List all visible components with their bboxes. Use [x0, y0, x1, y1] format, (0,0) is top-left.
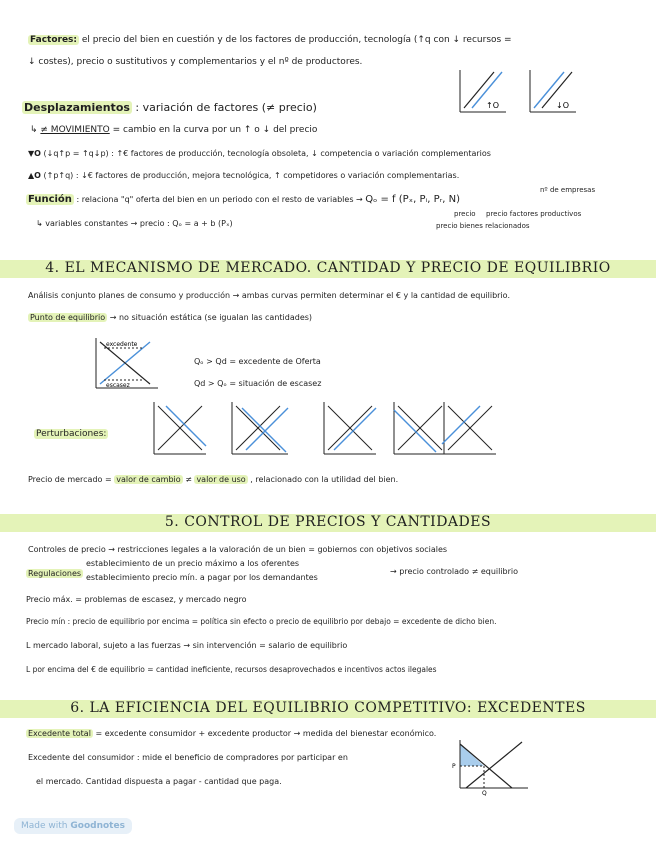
excedente-total-label: Excedente total: [28, 729, 91, 738]
perturbation-graph-1: [154, 402, 206, 454]
supply-increase-graph: [460, 70, 506, 112]
supply-shift-graphs: [456, 68, 586, 116]
exceso-demanda: Qd > Qₒ = situación de escasez: [194, 379, 322, 388]
factores-line: [28, 34, 512, 46]
punto-text: → no situación estática (se igualan las cantidades): [109, 313, 313, 322]
exceso-oferta: Qₒ > Qd = excedente de Oferta: [194, 357, 321, 366]
valor-uso: valor de uso: [196, 475, 246, 484]
funcion-note-relacionados: precio bienes relacionados: [436, 222, 530, 230]
punto-label: Punto de equilibrio: [30, 313, 106, 322]
equilibrium-graph: [92, 336, 162, 392]
perturbation-graph-3: [324, 402, 376, 454]
funcion-formula: Qₒ = f (Pₓ, Pᵢ, Pᵣ, N): [365, 194, 460, 205]
factores-line-2: ↓ costes), precio o sustitutivos y complementarios y el nº de productores.: [28, 57, 363, 67]
funcion-label: Función: [28, 194, 72, 205]
up-label: ▲O: [28, 171, 41, 180]
movimiento-label: ≠ MOVIMIENTO: [40, 125, 110, 135]
desplazamientos-line: [22, 102, 317, 114]
supply-down-line: [28, 148, 491, 160]
graph-down-label: ↓O: [556, 101, 569, 110]
down-text: (↓q↑p = ↑q↓p) : ↑€ factores de producción, tecnología obsoleta, ↓ competencia o variación complementarios: [43, 149, 491, 158]
supply-decrease-graph: [530, 70, 576, 112]
surplus-graph: [452, 738, 532, 796]
graph-escasez-label: escasez: [106, 382, 130, 389]
movimiento-text: = cambio en la curva por un ↑ o ↓ del precio: [112, 125, 318, 135]
analisis-line: Análisis conjunto planes de consumo y producción → ambas curvas permiten determinar el € y la cantidad de equilibrio.: [28, 291, 510, 300]
supply-up-line: [28, 170, 459, 182]
desplazamientos-text: : variación de factores (≠ precio): [135, 101, 317, 114]
mercado-laboral-line: L mercado laboral, sujeto a las fuerzas → sin intervención = salario de equilibrio: [26, 641, 348, 650]
perturbation-graph-5: [442, 402, 496, 454]
funcion-note-empresas: nº de empresas: [540, 186, 596, 194]
factores-label: Factores:: [30, 35, 78, 45]
perturbation-graphs: [150, 400, 500, 458]
movimiento-line: ↳ ≠ MOVIMIENTO = cambio en la curva por un ↑ o ↓ del precio: [30, 125, 318, 135]
section4-heading: 4. EL MECANISMO DE MERCADO. CANTIDAD Y PRECIO DE EQUILIBRIO: [45, 260, 611, 276]
funcion-text: : relaciona "q" oferta del bien en un periodo con el resto de variables →: [76, 195, 363, 204]
excedente-consumidor-line: Excedente del consumidor : mide el beneficio de compradores por participar en: [28, 753, 348, 762]
goodnotes-badge[interactable]: Made with Goodnotes: [14, 818, 132, 834]
perturbation-graph-2: [232, 402, 288, 454]
controles-line: Controles de precio → restricciones legales a la valoración de un bien = gobiernos con objetivos sociales: [28, 545, 448, 554]
por-encima-line: L por encima del € de equilibrio = cantidad ineficiente, recursos desaprovechados e incentivos actos ilegales: [26, 665, 437, 674]
regulacion-result: → precio controlado ≠ equilibrio: [390, 567, 519, 576]
excedente-cons-label: Excedente del consumidor: [28, 753, 135, 762]
funcion-note-precio: precio: [454, 210, 476, 218]
down-label: ▼O: [28, 149, 41, 158]
surplus-graph-p: P: [452, 763, 456, 770]
up-text: (↑p↑q) : ↓€ factores de producción, mejora tecnológica, ↑ competidores o variación complementarias.: [43, 171, 460, 180]
excedente-consumidor-line-2: el mercado. Cantidad dispuesta a pagar - cantidad que paga.: [36, 777, 282, 786]
perturbaciones-label: Perturbaciones:: [36, 429, 107, 439]
regulacion-1: establecimiento de un precio máximo a los oferentes: [86, 559, 300, 568]
graph-up-label: ↑O: [486, 101, 499, 110]
section5-heading: 5. CONTROL DE PRECIOS Y CANTIDADES: [164, 514, 492, 530]
valor-cambio: valor de cambio: [116, 475, 181, 484]
regulacion-2: establecimiento precio mín. a pagar por los demandantes: [86, 573, 318, 582]
precio-mercado-line: Precio de mercado = valor de cambio ≠ valor de uso , relacionado con la utilidad del bien.: [28, 475, 399, 484]
funcion-line: [26, 194, 460, 206]
perturbation-graph-4: [394, 402, 446, 454]
punto-line: [28, 312, 312, 324]
surplus-graph-q: Q: [482, 790, 487, 796]
graph-excedente-label: excedente: [106, 341, 138, 348]
funcion-note-factores: precio factores productivos: [486, 210, 582, 218]
factores-text: el precio del bien en cuestión y de los factores de producción, tecnología (↑q con ↓ recursos =: [81, 35, 512, 45]
section6-heading: 6. LA EFICIENCIA DEL EQUILIBRIO COMPETITIVO: EXCEDENTES: [70, 700, 586, 716]
constantes-line: ↳ variables constantes → precio : Qₒ = a + b (Pₓ): [36, 219, 233, 228]
desplazamientos-label: Desplazamientos: [24, 101, 130, 114]
precio-min-line: Precio mín : precio de equilibrio por encima = política sin efecto o precio de equilibrio por debajo = excedente de dicho bien.: [26, 617, 497, 626]
excedente-total-line: Excedente total = excedente consumidor + excedente productor → medida del bienestar económico.: [28, 729, 437, 738]
precio-max-line: Precio máx. = problemas de escasez, y mercado negro: [26, 595, 247, 604]
regulaciones-label: Regulaciones: [28, 569, 82, 578]
